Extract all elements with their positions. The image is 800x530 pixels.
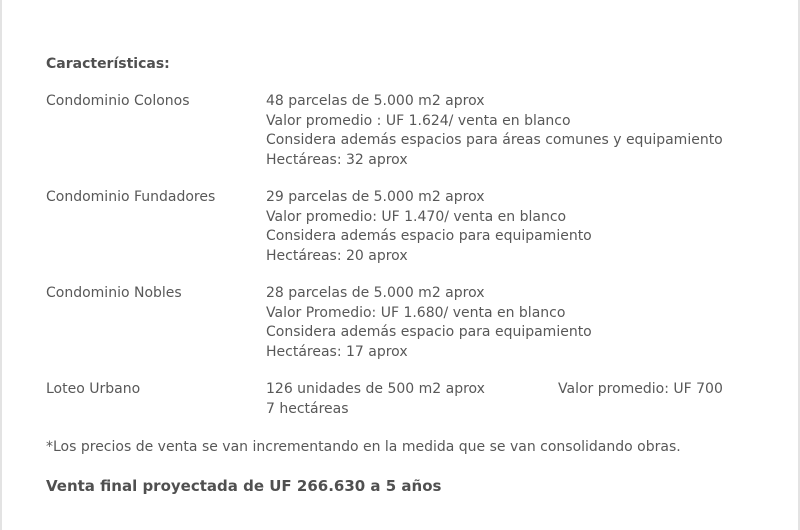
detail-line: Valor promedio: UF 1.470/ venta en blanco — [266, 208, 567, 225]
detail-line: Considera además espacios para áreas comunes y equipamiento — [266, 132, 723, 148]
detail-line: Considera además espacio para equipamiento — [266, 228, 592, 244]
detail-line: Valor promedio : UF 1.624/ venta en blanco — [266, 112, 571, 129]
row-name: Condominio Colonos — [46, 93, 190, 109]
detail-line: Considera además espacio para equipamiento — [266, 324, 592, 340]
loteo-valor-promedio: Valor promedio: UF 700 — [558, 381, 723, 397]
detail-line: 29 parcelas de 5.000 m2 aprox — [266, 189, 485, 205]
detail-line: 48 parcelas de 5.000 m2 aprox — [266, 93, 485, 109]
condominio-fundadores — [46, 188, 786, 266]
detail-line: Valor Promedio: UF 1.680/ venta en blanco — [266, 304, 566, 321]
row-details — [266, 92, 786, 170]
condominio-nobles — [46, 284, 786, 362]
price-footnote: *Los precios de venta se van incrementando en la medida que se van consolidando obras. — [46, 439, 681, 455]
detail-line: Hectáreas: 17 aprox — [266, 343, 408, 360]
detail-line: Hectáreas: 20 aprox — [266, 247, 408, 264]
detail-line: 7 hectáreas — [266, 400, 349, 417]
section-heading: Características: — [46, 56, 170, 72]
row-name: Condominio Fundadores — [46, 189, 216, 205]
detail-line: 126 unidades de 500 m2 aprox — [266, 381, 485, 397]
condominio-colonos — [46, 92, 786, 170]
detail-line: 28 parcelas de 5.000 m2 aprox — [266, 285, 485, 301]
row-details — [266, 284, 786, 362]
detail-line: Hectáreas: 32 aprox — [266, 151, 408, 168]
row-name: Condominio Nobles — [46, 285, 182, 301]
final-projection: Venta final proyectada de UF 266.630 a 5 años — [46, 477, 442, 495]
document-body — [46, 54, 786, 497]
row-details — [266, 188, 786, 266]
row-details — [266, 380, 786, 419]
loteo-urbano — [46, 380, 786, 419]
row-name: Loteo Urbano — [46, 381, 141, 397]
